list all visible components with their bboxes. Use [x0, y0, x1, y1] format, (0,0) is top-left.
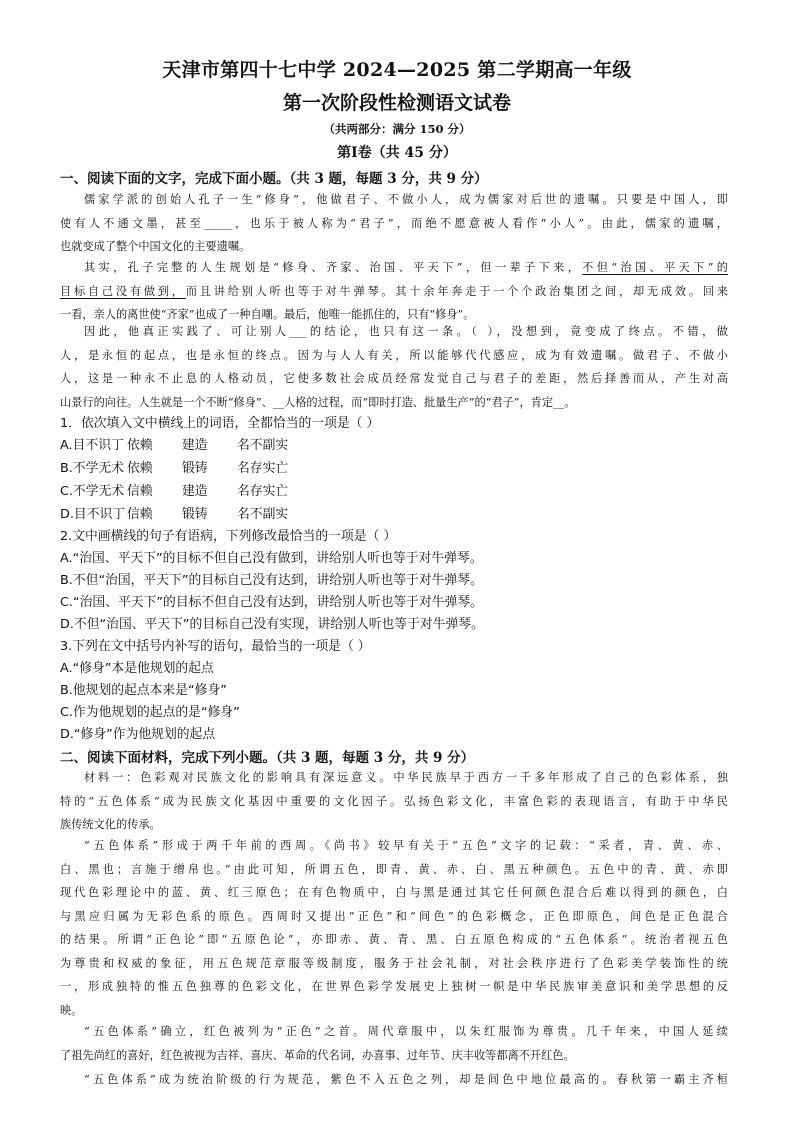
option-text: 信赖	[127, 484, 153, 499]
option-text: 名不副实	[237, 438, 289, 453]
option-text: C.不学无术	[60, 484, 125, 499]
text-line: 儒家学派的创始人孔子一生“修身”，他做君子、不做小人，成为儒家对后世的遗嘱。只要是中国人，即	[84, 193, 728, 206]
underlined-sentence: 不但“治国、平天下”的	[582, 261, 728, 274]
q3-option-d[interactable]: D.“修身”作为他规划的起点	[60, 727, 216, 742]
question-1: 1．依次填入文中横线上的词语，全都恰当的一项是（ ）	[60, 416, 380, 431]
option-text: 建造	[182, 484, 208, 499]
option-text: A.目不识丁	[60, 438, 124, 453]
exam-title-line2: 第一次阶段性检测语文试卷	[282, 92, 511, 114]
section2-paragraph2	[60, 834, 728, 1022]
q1-option-b[interactable]	[60, 457, 288, 476]
text-line: 白、黑也；言施于缯帛也。”由此可知，所谓五色，即青、黄、赤、白、黑五种颜色。五色中的青、黄、赤即	[60, 862, 728, 876]
option-text: D.目不识丁	[60, 507, 126, 522]
q2-option-b[interactable]: B.不但“治国，平天下”的目标自己没有达到，讲给别人听也等于对牛弹琴。	[60, 573, 483, 588]
section2-paragraph3	[60, 1020, 728, 1067]
score-note: （共两部分：满分 150 分）	[323, 122, 471, 136]
option-text: 信赖	[127, 507, 153, 522]
section1-paragraph3	[60, 320, 728, 414]
q2-option-d[interactable]: D.不但“治国、平天下”的目标自己没有实现，讲给别人听也等于对牛弹琴。	[60, 617, 484, 632]
q3-option-b[interactable]: B.他规划的起点本来是“修身”	[60, 683, 227, 698]
volume-heading: 第Ⅰ卷（共 45 分）	[337, 145, 457, 161]
section1-paragraph1	[60, 188, 728, 259]
text-line: 一，形成独特的惟五色独尊的色彩文化，在世界色彩学发展史上独树一帜是中华民族审美意识和美学思想的反	[60, 980, 728, 993]
q1-option-a[interactable]	[60, 434, 288, 453]
text-span: 其实，孔子完整的人生规划是“修身、齐家、治国、平天下”，但一辈子下来，	[84, 261, 583, 274]
text-line: 使有人不通文墨，甚至_____，也乐于被人称为“君子”，而绝不愿意被人看作“小人”。由此，儒家的遗嘱，	[60, 216, 728, 230]
section2-heading: 二、阅读下面材料，完成下列小题。（共 3 题，每题 3 分，共 9 分）	[60, 750, 475, 766]
option-text: 依赖	[127, 438, 153, 453]
section2-paragraph4	[60, 1068, 728, 1092]
text-span: 而且讲给别人听也等于对牛弹琴。其十余年奔走于一个个政治集团之间，却无成效。回来	[185, 284, 728, 298]
section1-heading: 一、阅读下面的文字，完成下面小题。（共 3 题，每题 3 分，共 9 分）	[60, 171, 488, 187]
option-text: 名存实亡	[237, 461, 289, 476]
option-text: 名不副实	[237, 507, 289, 522]
q3-option-a[interactable]: A.“修身”本是他规划的起点	[60, 661, 214, 676]
q2-option-a[interactable]: A.“治国、平天下”的目标不但自己没有做到，讲给别人听也等于对牛弹琴。	[60, 551, 483, 566]
text-line	[60, 256, 728, 280]
text-line: “五色体系”确立，红色被列为“正色”之首。周代章服中，以朱红服饰为尊贵。几千年来，中国人延续	[84, 1025, 728, 1038]
text-line: 为尊贵和权威的象征，用五色规范章服等级制度，服务于社会礼制，对社会秩序进行了色彩美学装饰性的统	[60, 956, 728, 970]
option-text: 锻铸	[182, 461, 208, 476]
text-line: “五色体系”形成于两千年前的西周。《尚书》较早有关于“五色”文字的记载：“采者，青、黄、赤、	[84, 839, 728, 852]
q1-option-c[interactable]	[60, 480, 288, 499]
text-line: 映。	[60, 1003, 83, 1017]
underlined-sentence: 目标自己没有做到，	[60, 284, 186, 298]
text-line: 人，这是一种永不止息的人格动员，它使多数社会成员经常发觉自己与君子的差距，然后择善而从，产生对高	[60, 372, 728, 385]
text-line: 山景行的向往。人生就是一个不断“修身”、__人格的过程，而“即时打造、批量生产”的“君子”，肯定__。	[60, 395, 576, 409]
exam-title-line1: 天津市第四十七中学 2024—2025 第二学期高一年级	[162, 59, 632, 81]
text-line	[60, 280, 728, 304]
text-line: 一看，亲人的离世使“齐家”也成了一种自嘲。最后，他唯一能抓住的，只有“修身”。	[60, 308, 475, 321]
q1-option-d[interactable]	[60, 503, 288, 522]
text-line: 族传统文化的传承。	[60, 818, 161, 831]
question-3: 3.下列在文中括号内补写的语句，最恰当的一项是（ ）	[60, 639, 371, 654]
text-line: 特的“五色体系”成为民族文化基因中重要的文化因子。弘扬色彩文化，丰富色彩的表现语言，有助于中华民	[60, 794, 728, 808]
option-text: 名存实亡	[237, 484, 289, 499]
option-text: 锻铸	[182, 507, 208, 522]
text-line: 因此，他真正实践了、可让别人___的结论，也只有这一条。（ ），没想到，竟变成了终点。不错，做	[84, 325, 728, 338]
text-line: “五色体系”成为统治阶级的行为规范，紫色不入五色之列，却是间色中地位最高的。春秋第一霸主齐桓	[84, 1073, 728, 1086]
q3-option-c[interactable]: C.作为他规划的起点的是“修身”	[60, 705, 240, 720]
q2-option-c[interactable]: C.“治国、平天下”的目标不但自己没有达到，讲给别人听也等于对牛弹琴。	[60, 595, 483, 610]
section2-paragraph1	[60, 766, 728, 837]
section1-paragraph2	[60, 256, 728, 327]
question-2: 2.文中画横线的句子有语病，下列修改最恰当的一项是（ ）	[60, 529, 397, 544]
text-line: 也就变成了整个中国文化的主要遗嘱。	[60, 240, 251, 253]
option-text: 依赖	[127, 461, 153, 476]
text-line: 与黑应归属为无彩色系的原色。西周时又提出“正色”和“间色”的色彩概念，正色即原色，间色是正色混合	[60, 909, 728, 923]
option-text: 建造	[182, 438, 208, 453]
text-line: 材料一：色彩观对民族文化的影响具有深远意义。中华民族早于西方一千多年形成了自己的色彩体系，独	[84, 771, 728, 784]
text-line: 的结果。所谓“正色论”即“五原色论”，亦即赤、黄、青、黑、白五原色构成的“五色体系”。统治者视五色	[60, 933, 728, 946]
option-text: B.不学无术	[60, 461, 125, 476]
text-line: 人，是永恒的起点，也是永恒的终点。因为与人人有关，所以能够代代感应，成为有效遗嘱。做君子、不做小	[60, 348, 728, 362]
text-line: 了祖先尚红的喜好，红色被视为吉祥、喜庆、革命的代名词，办喜事、过年节、庆丰收等都离不开红色。	[60, 1048, 575, 1062]
text-line: 现代色彩理论中的蓝、黄、红三原色；在有色物质中，白与黑是通过其它任何颜色混合后难以得到的颜色，白	[60, 886, 728, 899]
